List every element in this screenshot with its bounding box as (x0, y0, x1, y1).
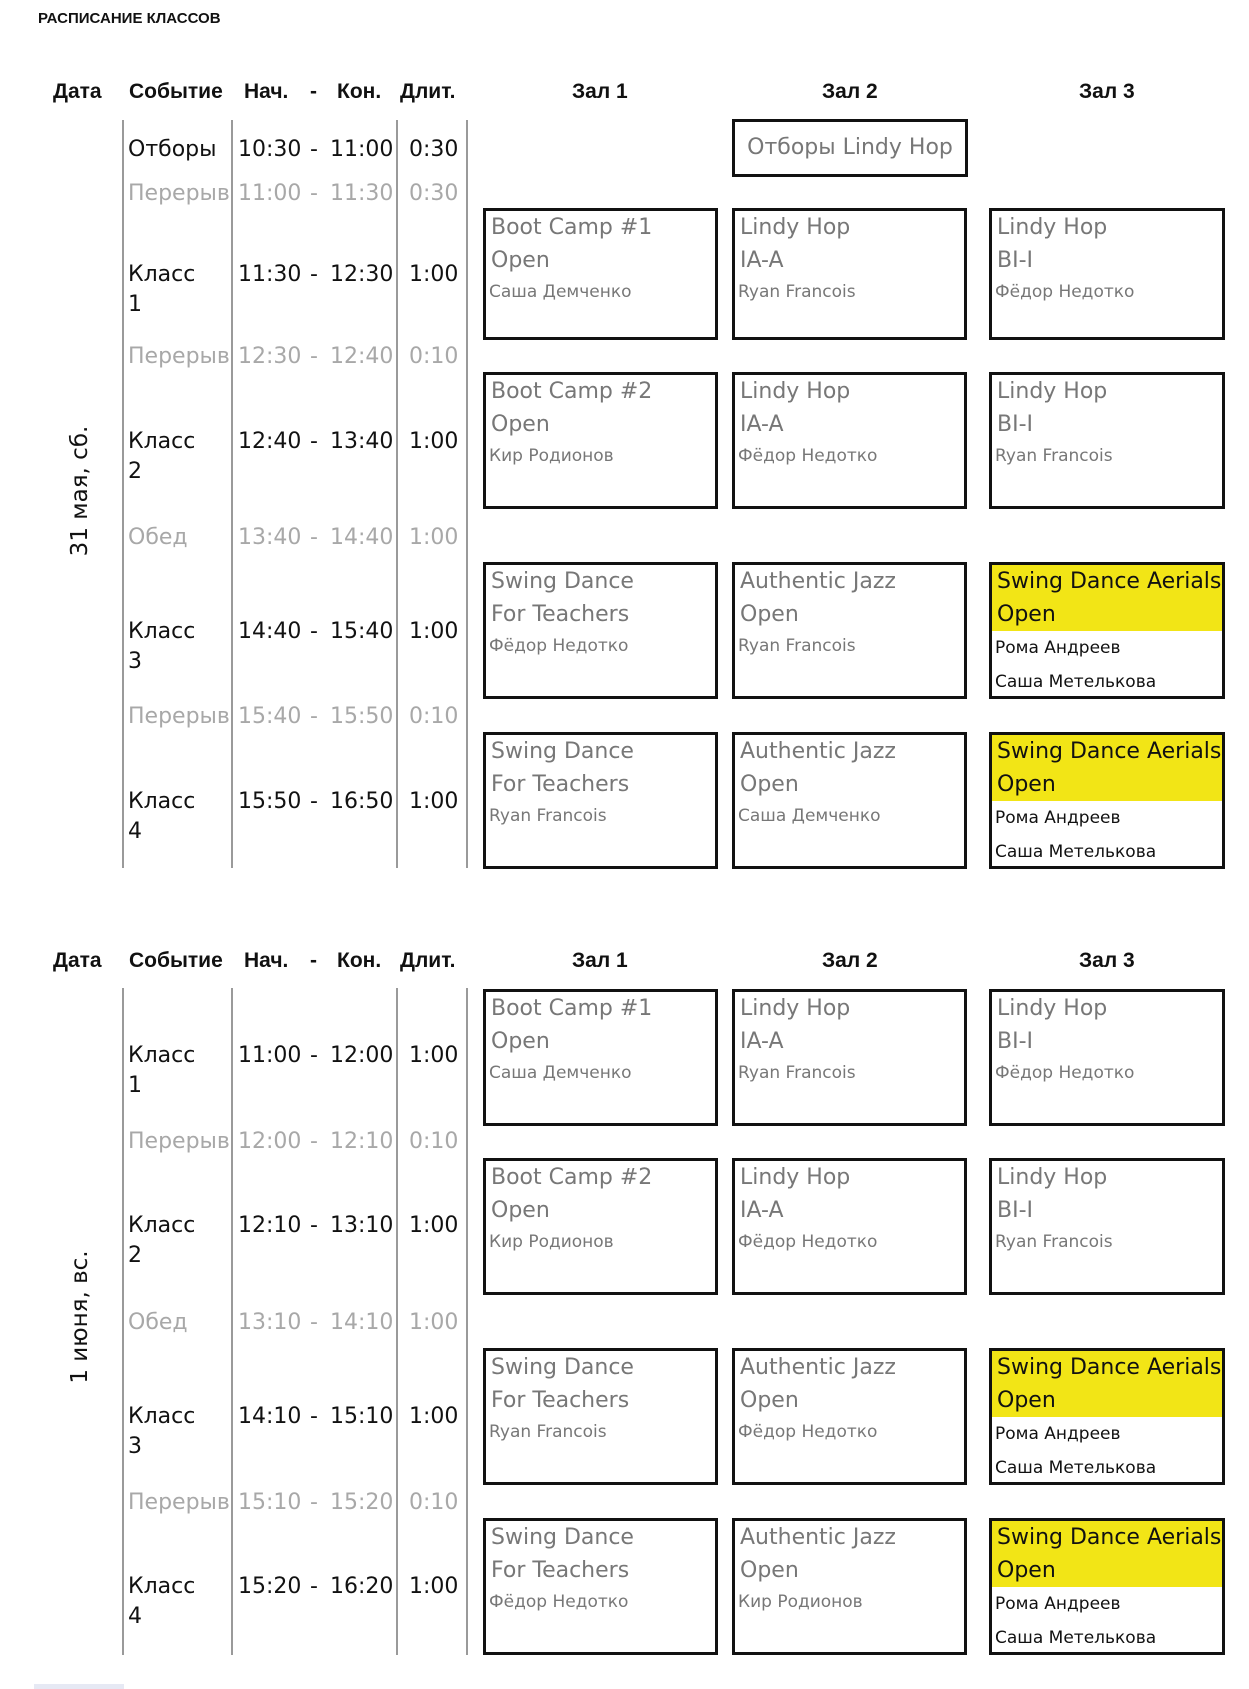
dash: - (310, 262, 318, 287)
duration: 1:00 (409, 1574, 459, 1599)
end-time: 11:30 (330, 181, 394, 206)
class-teacher: Фёдор Недотко (489, 636, 629, 656)
class-teacher: Саша Метелькова (995, 842, 1157, 862)
dash: - (310, 1043, 318, 1068)
end-time: 12:30 (330, 262, 394, 287)
start-time: 14:40 (238, 619, 302, 644)
class-title: Swing Dance (491, 1355, 634, 1380)
start-time: 13:10 (238, 1310, 302, 1335)
class-teacher: Фёдор Недотко (738, 1422, 878, 1442)
class-box (732, 372, 967, 509)
class-title: Lindy Hop (997, 996, 1108, 1021)
class-box (483, 989, 718, 1126)
dash: - (310, 429, 318, 454)
class-level: Open (491, 412, 550, 437)
class-level: Open (992, 598, 1222, 631)
dash: - (310, 137, 318, 162)
class-box-highlighted (989, 732, 1225, 869)
class-title: Lindy Hop (740, 379, 851, 404)
dash: - (310, 704, 318, 729)
class-level: IA-A (740, 248, 784, 273)
duration: 1:00 (409, 525, 459, 550)
class-teacher: Ryan Francois (738, 636, 856, 656)
event-name: Класс 4 (128, 1574, 196, 1629)
class-title: Authentic Jazz (740, 739, 896, 764)
class-title: Authentic Jazz (740, 569, 896, 594)
header-date: Дата (53, 949, 102, 972)
class-title: Lindy Hop (740, 215, 851, 240)
divider (231, 120, 233, 868)
duration: 0:30 (409, 181, 459, 206)
class-teacher: Ryan Francois (489, 1422, 607, 1442)
header-start: Нач. (244, 80, 289, 103)
class-box (483, 208, 718, 340)
class-teacher: Фёдор Недотко (738, 446, 878, 466)
start-time: 12:30 (238, 344, 302, 369)
start-time: 11:30 (238, 262, 302, 287)
header-event: Событие (129, 80, 223, 103)
end-time: 12:10 (330, 1129, 394, 1154)
divider (122, 988, 124, 1655)
class-teacher: Фёдор Недотко (995, 282, 1135, 302)
end-time: 15:40 (330, 619, 394, 644)
header-start: Нач. (244, 949, 289, 972)
divider (231, 988, 233, 1655)
class-title: Lindy Hop (997, 215, 1108, 240)
dash: - (310, 1490, 318, 1515)
dash: - (310, 789, 318, 814)
class-title: Boot Camp #2 (491, 1165, 653, 1190)
end-time: 12:00 (330, 1043, 394, 1068)
dash: - (310, 1574, 318, 1599)
class-level: For Teachers (491, 602, 630, 627)
divider (466, 988, 468, 1655)
start-time: 15:10 (238, 1490, 302, 1515)
class-teacher: Кир Родионов (738, 1592, 863, 1612)
class-level: BI-I (997, 248, 1034, 273)
class-teacher: Ryan Francois (995, 1232, 1113, 1252)
class-title: Lindy Hop (740, 996, 851, 1021)
class-box-highlighted (989, 562, 1225, 699)
class-title: Swing Dance (491, 1525, 634, 1550)
class-teacher: Саша Демченко (489, 282, 632, 302)
class-level: Open (992, 1554, 1222, 1587)
class-box (732, 208, 967, 340)
divider (396, 988, 398, 1655)
event-name: Обед (128, 1310, 188, 1335)
class-teacher: Кир Родионов (489, 446, 614, 466)
event-name: Перерыв (128, 704, 230, 729)
dash: - (310, 344, 318, 369)
class-teacher: Ryan Francois (738, 1063, 856, 1083)
class-teacher: Ryan Francois (738, 282, 856, 302)
class-teacher: Фёдор Недотко (738, 1232, 878, 1252)
end-time: 14:10 (330, 1310, 394, 1335)
class-title: Authentic Jazz (740, 1355, 896, 1380)
class-box (483, 372, 718, 509)
class-box (483, 562, 718, 699)
class-level: IA-A (740, 1198, 784, 1223)
class-level: BI-I (997, 412, 1034, 437)
event-name: Класс 4 (128, 789, 196, 844)
event-name: Перерыв (128, 181, 230, 206)
duration: 0:10 (409, 344, 459, 369)
class-box (483, 732, 718, 869)
class-title: Boot Camp #1 (491, 996, 653, 1021)
duration: 0:30 (409, 137, 459, 162)
class-level: IA-A (740, 1029, 784, 1054)
class-box (732, 1158, 967, 1295)
duration: 0:10 (409, 1129, 459, 1154)
class-teacher: Рома Андреев (995, 1594, 1121, 1614)
start-time: 13:40 (238, 525, 302, 550)
class-level: Open (992, 1384, 1222, 1417)
class-teacher: Ryan Francois (995, 446, 1113, 466)
end-time: 13:10 (330, 1213, 394, 1238)
event-name: Класс 1 (128, 262, 196, 317)
header-dash: - (310, 80, 317, 103)
class-box (989, 208, 1225, 340)
start-time: 15:20 (238, 1574, 302, 1599)
end-time: 13:40 (330, 429, 394, 454)
dash: - (310, 1129, 318, 1154)
class-level: For Teachers (491, 772, 630, 797)
class-level: Open (740, 772, 799, 797)
event-name: Перерыв (128, 1129, 230, 1154)
duration: 1:00 (409, 1213, 459, 1238)
header-end: Кон. (337, 949, 382, 972)
end-time: 15:50 (330, 704, 394, 729)
header-hall2: Зал 2 (822, 949, 878, 972)
divider (466, 120, 468, 868)
event-name: Перерыв (128, 1490, 230, 1515)
end-time: 14:40 (330, 525, 394, 550)
header-hall3: Зал 3 (1079, 80, 1135, 103)
class-teacher: Кир Родионов (489, 1232, 614, 1252)
event-name: Класс 1 (128, 1043, 196, 1098)
header-dash: - (310, 949, 317, 972)
start-time: 12:00 (238, 1129, 302, 1154)
class-title: Swing Dance (491, 569, 634, 594)
class-teacher: Саша Метелькова (995, 672, 1157, 692)
end-time: 12:40 (330, 344, 394, 369)
divider (122, 120, 124, 868)
duration: 1:00 (409, 262, 459, 287)
header-hall1: Зал 1 (572, 949, 628, 972)
class-teacher: Фёдор Недотко (995, 1063, 1135, 1083)
class-title: Authentic Jazz (740, 1525, 896, 1550)
start-time: 15:40 (238, 704, 302, 729)
duration: 1:00 (409, 1043, 459, 1068)
class-teacher: Рома Андреев (995, 808, 1121, 828)
event-name: Обед (128, 525, 188, 550)
header-event: Событие (129, 949, 223, 972)
dash: - (310, 1310, 318, 1335)
class-box (989, 989, 1225, 1126)
dash: - (310, 1404, 318, 1429)
class-box (483, 1158, 718, 1295)
class-box (732, 1348, 967, 1485)
class-title: Swing Dance Aerials (992, 1521, 1222, 1554)
duration: 0:10 (409, 704, 459, 729)
start-time: 11:00 (238, 181, 302, 206)
event-name: Класс 3 (128, 619, 196, 674)
class-level: BI-I (997, 1198, 1034, 1223)
class-teacher: Саша Демченко (738, 806, 881, 826)
class-level: Open (491, 1029, 550, 1054)
class-box (989, 1158, 1225, 1295)
end-time: 16:20 (330, 1574, 394, 1599)
start-time: 12:40 (238, 429, 302, 454)
class-teacher: Саша Метелькова (995, 1458, 1157, 1478)
header-duration: Длит. (400, 949, 456, 972)
header-hall2: Зал 2 (822, 80, 878, 103)
event-name: Перерыв (128, 344, 230, 369)
dash: - (310, 525, 318, 550)
day2-date: 1 июня, вс. (67, 1250, 93, 1384)
tryout-box: Отборы Lindy Hop (732, 119, 968, 177)
class-box (483, 1348, 718, 1485)
header-end: Кон. (337, 80, 382, 103)
class-title: Swing Dance Aerials (992, 1351, 1222, 1384)
start-time: 14:10 (238, 1404, 302, 1429)
page-footer-tab (34, 1684, 124, 1689)
start-time: 10:30 (238, 137, 302, 162)
event-name: Класс 2 (128, 1213, 196, 1268)
start-time: 12:10 (238, 1213, 302, 1238)
duration: 1:00 (409, 1404, 459, 1429)
class-teacher: Саша Демченко (489, 1063, 632, 1083)
class-teacher: Рома Андреев (995, 638, 1121, 658)
header-date: Дата (53, 80, 102, 103)
class-box (732, 989, 967, 1126)
start-time: 11:00 (238, 1043, 302, 1068)
class-teacher: Саша Метелькова (995, 1628, 1157, 1648)
class-box-highlighted (989, 1348, 1225, 1485)
page-title: РАСПИСАНИЕ КЛАССОВ (38, 10, 221, 27)
divider (396, 120, 398, 868)
duration: 1:00 (409, 1310, 459, 1335)
class-level: For Teachers (491, 1388, 630, 1413)
class-title: Boot Camp #2 (491, 379, 653, 404)
class-level: For Teachers (491, 1558, 630, 1583)
class-level: IA-A (740, 412, 784, 437)
class-box (989, 372, 1225, 509)
duration: 0:10 (409, 1490, 459, 1515)
class-title: Lindy Hop (997, 379, 1108, 404)
class-title: Swing Dance (491, 739, 634, 764)
class-box (483, 1518, 718, 1655)
class-title: Lindy Hop (740, 1165, 851, 1190)
class-level: Open (740, 1388, 799, 1413)
header-hall1: Зал 1 (572, 80, 628, 103)
class-teacher: Ryan Francois (489, 806, 607, 826)
event-name: Класс 3 (128, 1404, 196, 1459)
duration: 1:00 (409, 429, 459, 454)
class-box-highlighted (989, 1518, 1225, 1655)
class-level: Open (740, 602, 799, 627)
event-name: Класс 2 (128, 429, 196, 484)
header-hall3: Зал 3 (1079, 949, 1135, 972)
end-time: 15:20 (330, 1490, 394, 1515)
class-level: Open (992, 768, 1222, 801)
class-level: Open (740, 1558, 799, 1583)
class-title: Swing Dance Aerials (992, 735, 1222, 768)
header-duration: Длит. (400, 80, 456, 103)
class-title: Swing Dance Aerials (992, 565, 1222, 598)
dash: - (310, 619, 318, 644)
class-box (732, 1518, 967, 1655)
end-time: 15:10 (330, 1404, 394, 1429)
duration: 1:00 (409, 789, 459, 814)
dash: - (310, 1213, 318, 1238)
duration: 1:00 (409, 619, 459, 644)
dash: - (310, 181, 318, 206)
end-time: 11:00 (330, 137, 394, 162)
class-teacher: Фёдор Недотко (489, 1592, 629, 1612)
class-level: Open (491, 248, 550, 273)
class-box (732, 732, 967, 869)
class-box (732, 562, 967, 699)
class-level: BI-I (997, 1029, 1034, 1054)
class-level: Open (491, 1198, 550, 1223)
class-title: Boot Camp #1 (491, 215, 653, 240)
class-title: Lindy Hop (997, 1165, 1108, 1190)
start-time: 15:50 (238, 789, 302, 814)
day1-date: 31 мая, сб. (67, 425, 93, 557)
class-teacher: Рома Андреев (995, 1424, 1121, 1444)
event-name: Отборы (128, 137, 217, 162)
end-time: 16:50 (330, 789, 394, 814)
